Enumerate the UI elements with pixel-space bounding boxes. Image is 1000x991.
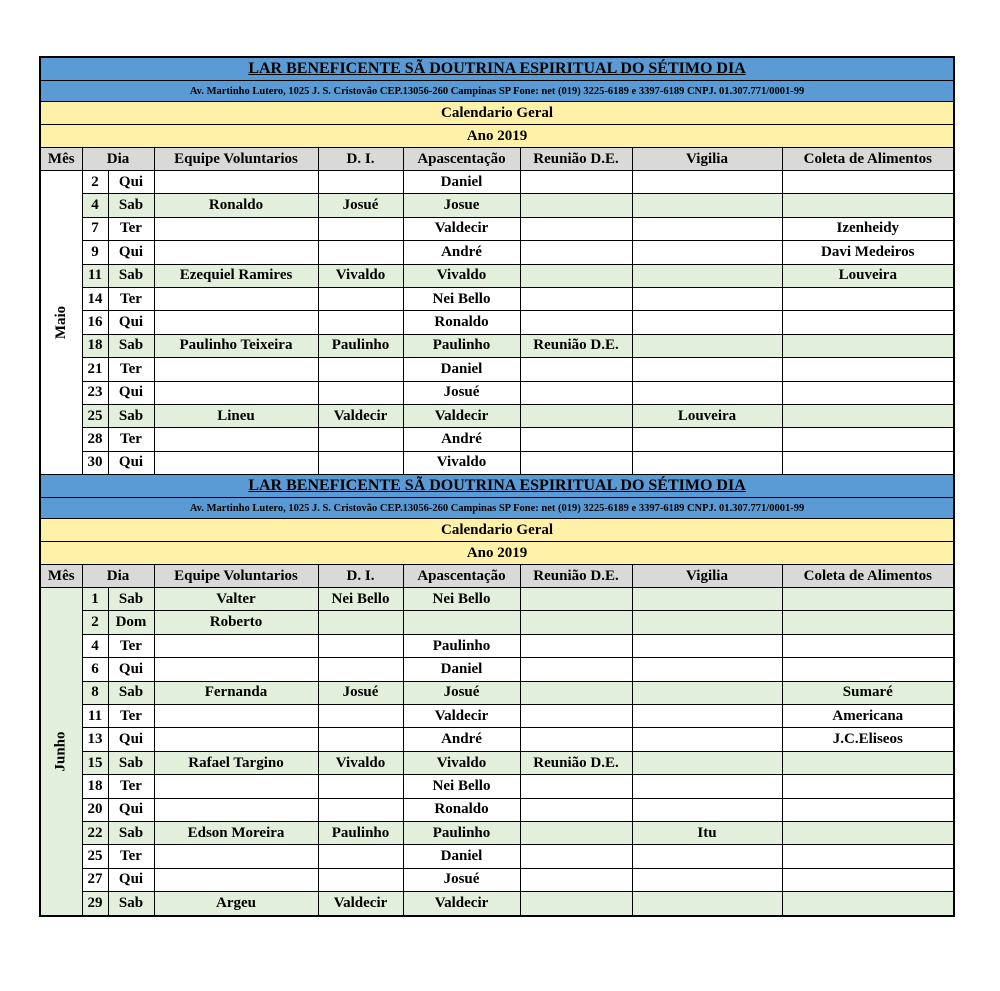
reuniao-cell xyxy=(520,428,632,451)
vigilia-cell xyxy=(632,311,782,334)
equipe-cell xyxy=(154,634,318,657)
calendar-sheet xyxy=(39,56,953,917)
table-row xyxy=(40,681,954,704)
weekday-cell: Qui xyxy=(108,451,154,474)
table-row xyxy=(40,194,954,217)
equipe-cell: Edson Moreira xyxy=(154,821,318,844)
weekday-cell: Ter xyxy=(108,287,154,310)
apascentacao-cell: Josué xyxy=(403,868,520,891)
coleta-cell xyxy=(782,611,954,634)
equipe-cell xyxy=(154,451,318,474)
coleta-cell xyxy=(782,334,954,357)
reuniao-cell xyxy=(520,868,632,891)
day-cell: 4 xyxy=(82,194,108,217)
day-cell: 21 xyxy=(82,358,108,381)
header-di: D. I. xyxy=(318,565,403,588)
day-cell: 16 xyxy=(82,311,108,334)
apascentacao-cell: André xyxy=(403,728,520,751)
apascentacao-cell: Valdecir xyxy=(403,705,520,728)
month-cell xyxy=(40,588,82,916)
calendar-table xyxy=(39,56,955,917)
column-header-row xyxy=(40,565,954,588)
reuniao-cell xyxy=(520,381,632,404)
equipe-cell xyxy=(154,728,318,751)
reuniao-cell: Reunião D.E. xyxy=(520,334,632,357)
table-row xyxy=(40,634,954,657)
weekday-cell: Qui xyxy=(108,728,154,751)
table-row xyxy=(40,892,954,916)
coleta-cell xyxy=(782,634,954,657)
header-equipe: Equipe Voluntarios xyxy=(154,565,318,588)
vigilia-cell xyxy=(632,681,782,704)
header-mes: Mês xyxy=(40,565,82,588)
di-cell xyxy=(318,287,403,310)
reuniao-cell xyxy=(520,287,632,310)
address-row xyxy=(40,498,954,519)
weekday-cell: Qui xyxy=(108,658,154,681)
weekday-cell: Ter xyxy=(108,428,154,451)
coleta-cell xyxy=(782,451,954,474)
reuniao-cell xyxy=(520,658,632,681)
reuniao-cell xyxy=(520,264,632,287)
header-equipe: Equipe Voluntarios xyxy=(154,148,318,171)
apascentacao-cell: André xyxy=(403,241,520,264)
coleta-cell xyxy=(782,775,954,798)
coleta-cell: Davi Medeiros xyxy=(782,241,954,264)
vigilia-cell xyxy=(632,798,782,821)
coleta-cell xyxy=(782,311,954,334)
month-cell xyxy=(40,171,82,475)
weekday-cell: Qui xyxy=(108,241,154,264)
apascentacao-cell: Daniel xyxy=(403,845,520,868)
weekday-cell: Ter xyxy=(108,217,154,240)
di-cell: Josué xyxy=(318,194,403,217)
table-row xyxy=(40,728,954,751)
weekday-cell: Ter xyxy=(108,775,154,798)
reuniao-cell xyxy=(520,241,632,264)
equipe-cell xyxy=(154,658,318,681)
reuniao-cell: Reunião D.E. xyxy=(520,751,632,774)
day-cell: 25 xyxy=(82,845,108,868)
org-title: LAR BENEFICENTE SÃ DOUTRINA ESPIRITUAL DO SÉTIMO DIA xyxy=(40,57,954,81)
weekday-cell: Sab xyxy=(108,681,154,704)
table-row xyxy=(40,287,954,310)
table-row xyxy=(40,798,954,821)
weekday-cell: Ter xyxy=(108,358,154,381)
weekday-cell: Qui xyxy=(108,381,154,404)
weekday-cell: Qui xyxy=(108,171,154,194)
equipe-cell xyxy=(154,845,318,868)
apascentacao-cell: Vivaldo xyxy=(403,264,520,287)
reuniao-cell xyxy=(520,892,632,916)
address-row xyxy=(40,81,954,102)
reuniao-cell xyxy=(520,451,632,474)
di-cell: Paulinho xyxy=(318,821,403,844)
day-cell: 20 xyxy=(82,798,108,821)
apascentacao-cell: Nei Bello xyxy=(403,775,520,798)
vigilia-cell xyxy=(632,588,782,611)
vigilia-cell xyxy=(632,775,782,798)
day-cell: 1 xyxy=(82,588,108,611)
day-cell: 18 xyxy=(82,334,108,357)
reuniao-cell xyxy=(520,194,632,217)
vigilia-cell xyxy=(632,217,782,240)
apascentacao-cell: Nei Bello xyxy=(403,287,520,310)
table-row xyxy=(40,588,954,611)
table-row xyxy=(40,171,954,194)
weekday-cell: Sab xyxy=(108,821,154,844)
apascentacao-cell: Paulinho xyxy=(403,821,520,844)
equipe-cell: Ronaldo xyxy=(154,194,318,217)
di-cell xyxy=(318,868,403,891)
day-cell: 14 xyxy=(82,287,108,310)
equipe-cell xyxy=(154,428,318,451)
di-cell xyxy=(318,358,403,381)
weekday-cell: Qui xyxy=(108,868,154,891)
table-row xyxy=(40,358,954,381)
vigilia-cell xyxy=(632,171,782,194)
apascentacao-cell: Valdecir xyxy=(403,404,520,427)
day-cell: 28 xyxy=(82,428,108,451)
equipe-cell xyxy=(154,217,318,240)
equipe-cell: Valter xyxy=(154,588,318,611)
reuniao-cell xyxy=(520,798,632,821)
day-cell: 22 xyxy=(82,821,108,844)
di-cell: Valdecir xyxy=(318,892,403,916)
table-row xyxy=(40,868,954,891)
day-cell: 2 xyxy=(82,171,108,194)
vigilia-cell xyxy=(632,334,782,357)
calendar-label-row xyxy=(40,102,954,125)
coleta-cell: Louveira xyxy=(782,264,954,287)
reuniao-cell xyxy=(520,171,632,194)
vigilia-cell xyxy=(632,751,782,774)
year-row xyxy=(40,542,954,565)
vigilia-cell xyxy=(632,892,782,916)
header-vigilia: Vigilia xyxy=(632,148,782,171)
apascentacao-cell: Ronaldo xyxy=(403,798,520,821)
weekday-cell: Sab xyxy=(108,264,154,287)
equipe-cell: Fernanda xyxy=(154,681,318,704)
day-cell: 30 xyxy=(82,451,108,474)
di-cell xyxy=(318,171,403,194)
weekday-cell: Qui xyxy=(108,311,154,334)
vigilia-cell xyxy=(632,705,782,728)
equipe-cell xyxy=(154,775,318,798)
reuniao-cell xyxy=(520,634,632,657)
reuniao-cell xyxy=(520,845,632,868)
vigilia-cell xyxy=(632,658,782,681)
weekday-cell: Ter xyxy=(108,705,154,728)
coleta-cell xyxy=(782,287,954,310)
day-cell: 6 xyxy=(82,658,108,681)
apascentacao-cell: Paulinho xyxy=(403,634,520,657)
table-row xyxy=(40,334,954,357)
day-cell: 27 xyxy=(82,868,108,891)
month-label: Junho xyxy=(52,731,69,772)
di-cell xyxy=(318,428,403,451)
day-cell: 2 xyxy=(82,611,108,634)
coleta-cell xyxy=(782,868,954,891)
org-address: Av. Martinho Lutero, 1025 J. S. Cristovão CEP.13056-260 Campinas SP Fone: net (019) 3225-6189 e 3397-6189 CNPJ. 01.307.771/0001-99 xyxy=(40,81,954,102)
coleta-cell xyxy=(782,194,954,217)
reuniao-cell xyxy=(520,217,632,240)
table-row xyxy=(40,428,954,451)
vigilia-cell xyxy=(632,611,782,634)
year-label: Ano 2019 xyxy=(40,125,954,148)
table-row xyxy=(40,821,954,844)
di-cell xyxy=(318,845,403,868)
di-cell: Paulinho xyxy=(318,334,403,357)
header-mes: Mês xyxy=(40,148,82,171)
day-cell: 15 xyxy=(82,751,108,774)
di-cell: Josué xyxy=(318,681,403,704)
table-row xyxy=(40,658,954,681)
coleta-cell xyxy=(782,845,954,868)
reuniao-cell xyxy=(520,705,632,728)
vigilia-cell xyxy=(632,264,782,287)
coleta-cell xyxy=(782,751,954,774)
header-coleta: Coleta de Alimentos xyxy=(782,148,954,171)
apascentacao-cell xyxy=(403,611,520,634)
weekday-cell: Sab xyxy=(108,334,154,357)
table-row xyxy=(40,241,954,264)
apascentacao-cell: Daniel xyxy=(403,171,520,194)
header-dia: Dia xyxy=(82,148,154,171)
di-cell: Vivaldo xyxy=(318,264,403,287)
weekday-cell: Dom xyxy=(108,611,154,634)
di-cell xyxy=(318,451,403,474)
vigilia-cell xyxy=(632,845,782,868)
reuniao-cell xyxy=(520,404,632,427)
di-cell: Valdecir xyxy=(318,404,403,427)
weekday-cell: Sab xyxy=(108,588,154,611)
weekday-cell: Sab xyxy=(108,751,154,774)
reuniao-cell xyxy=(520,775,632,798)
table-row xyxy=(40,845,954,868)
day-cell: 18 xyxy=(82,775,108,798)
vigilia-cell xyxy=(632,634,782,657)
title-row xyxy=(40,475,954,498)
equipe-cell: Roberto xyxy=(154,611,318,634)
year-label: Ano 2019 xyxy=(40,542,954,565)
table-row xyxy=(40,611,954,634)
header-dia: Dia xyxy=(82,565,154,588)
apascentacao-cell: Ronaldo xyxy=(403,311,520,334)
equipe-cell: Ezequiel Ramires xyxy=(154,264,318,287)
di-cell xyxy=(318,634,403,657)
day-cell: 25 xyxy=(82,404,108,427)
di-cell: Nei Bello xyxy=(318,588,403,611)
vigilia-cell xyxy=(632,451,782,474)
coleta-cell xyxy=(782,404,954,427)
vigilia-cell xyxy=(632,194,782,217)
vigilia-cell xyxy=(632,241,782,264)
apascentacao-cell: Daniel xyxy=(403,358,520,381)
apascentacao-cell: Valdecir xyxy=(403,892,520,916)
di-cell xyxy=(318,728,403,751)
vigilia-cell xyxy=(632,287,782,310)
di-cell xyxy=(318,311,403,334)
column-header-row xyxy=(40,148,954,171)
equipe-cell xyxy=(154,311,318,334)
calendar-label-row xyxy=(40,519,954,542)
vigilia-cell: Itu xyxy=(632,821,782,844)
day-cell: 4 xyxy=(82,634,108,657)
apascentacao-cell: Nei Bello xyxy=(403,588,520,611)
header-coleta: Coleta de Alimentos xyxy=(782,565,954,588)
apascentacao-cell: Daniel xyxy=(403,658,520,681)
apascentacao-cell: Valdecir xyxy=(403,217,520,240)
coleta-cell xyxy=(782,798,954,821)
reuniao-cell xyxy=(520,681,632,704)
equipe-cell: Paulinho Teixeira xyxy=(154,334,318,357)
day-cell: 11 xyxy=(82,705,108,728)
coleta-cell: Izenheidy xyxy=(782,217,954,240)
coleta-cell xyxy=(782,381,954,404)
coleta-cell xyxy=(782,821,954,844)
day-cell: 8 xyxy=(82,681,108,704)
table-row xyxy=(40,217,954,240)
vigilia-cell: Louveira xyxy=(632,404,782,427)
equipe-cell xyxy=(154,705,318,728)
coleta-cell xyxy=(782,358,954,381)
vigilia-cell xyxy=(632,728,782,751)
coleta-cell xyxy=(782,171,954,194)
coleta-cell xyxy=(782,892,954,916)
reuniao-cell xyxy=(520,588,632,611)
day-cell: 23 xyxy=(82,381,108,404)
table-row xyxy=(40,311,954,334)
apascentacao-cell: Vivaldo xyxy=(403,451,520,474)
di-cell xyxy=(318,798,403,821)
vigilia-cell xyxy=(632,358,782,381)
weekday-cell: Sab xyxy=(108,194,154,217)
equipe-cell: Rafael Targino xyxy=(154,751,318,774)
org-title: LAR BENEFICENTE SÃ DOUTRINA ESPIRITUAL DO SÉTIMO DIA xyxy=(40,475,954,498)
reuniao-cell xyxy=(520,358,632,381)
equipe-cell: Lineu xyxy=(154,404,318,427)
reuniao-cell xyxy=(520,611,632,634)
table-row xyxy=(40,381,954,404)
day-cell: 29 xyxy=(82,892,108,916)
di-cell xyxy=(318,775,403,798)
di-cell xyxy=(318,611,403,634)
weekday-cell: Sab xyxy=(108,404,154,427)
equipe-cell xyxy=(154,868,318,891)
table-row xyxy=(40,775,954,798)
apascentacao-cell: Paulinho xyxy=(403,334,520,357)
table-row xyxy=(40,751,954,774)
equipe-cell xyxy=(154,798,318,821)
table-row xyxy=(40,264,954,287)
vigilia-cell xyxy=(632,428,782,451)
table-row xyxy=(40,404,954,427)
weekday-cell: Ter xyxy=(108,634,154,657)
di-cell xyxy=(318,381,403,404)
day-cell: 9 xyxy=(82,241,108,264)
day-cell: 11 xyxy=(82,264,108,287)
org-address: Av. Martinho Lutero, 1025 J. S. Cristovão CEP.13056-260 Campinas SP Fone: net (019) 3225-6189 e 3397-6189 CNPJ. 01.307.771/0001-99 xyxy=(40,498,954,519)
title-row xyxy=(40,57,954,81)
equipe-cell: Argeu xyxy=(154,892,318,916)
apascentacao-cell: Vivaldo xyxy=(403,751,520,774)
calendar-label: Calendario Geral xyxy=(40,519,954,542)
header-di: D. I. xyxy=(318,148,403,171)
header-apascentacao: Apascentação xyxy=(403,565,520,588)
calendar-label: Calendario Geral xyxy=(40,102,954,125)
header-apascentacao: Apascentação xyxy=(403,148,520,171)
equipe-cell xyxy=(154,358,318,381)
reuniao-cell xyxy=(520,311,632,334)
coleta-cell xyxy=(782,588,954,611)
coleta-cell xyxy=(782,428,954,451)
di-cell xyxy=(318,217,403,240)
header-reuniao: Reunião D.E. xyxy=(520,565,632,588)
di-cell: Vivaldo xyxy=(318,751,403,774)
reuniao-cell xyxy=(520,821,632,844)
equipe-cell xyxy=(154,241,318,264)
vigilia-cell xyxy=(632,381,782,404)
weekday-cell: Ter xyxy=(108,845,154,868)
reuniao-cell xyxy=(520,728,632,751)
header-reuniao: Reunião D.E. xyxy=(520,148,632,171)
coleta-cell: J.C.Eliseos xyxy=(782,728,954,751)
day-cell: 13 xyxy=(82,728,108,751)
di-cell xyxy=(318,658,403,681)
day-cell: 7 xyxy=(82,217,108,240)
coleta-cell xyxy=(782,658,954,681)
vigilia-cell xyxy=(632,868,782,891)
coleta-cell: Americana xyxy=(782,705,954,728)
apascentacao-cell: Josue xyxy=(403,194,520,217)
month-label: Maio xyxy=(52,305,69,340)
table-row xyxy=(40,705,954,728)
weekday-cell: Qui xyxy=(108,798,154,821)
apascentacao-cell: Josué xyxy=(403,381,520,404)
di-cell xyxy=(318,241,403,264)
apascentacao-cell: Josué xyxy=(403,681,520,704)
equipe-cell xyxy=(154,287,318,310)
equipe-cell xyxy=(154,381,318,404)
coleta-cell: Sumaré xyxy=(782,681,954,704)
table-row xyxy=(40,451,954,474)
apascentacao-cell: André xyxy=(403,428,520,451)
weekday-cell: Sab xyxy=(108,892,154,916)
year-row xyxy=(40,125,954,148)
equipe-cell xyxy=(154,171,318,194)
di-cell xyxy=(318,705,403,728)
header-vigilia: Vigilia xyxy=(632,565,782,588)
